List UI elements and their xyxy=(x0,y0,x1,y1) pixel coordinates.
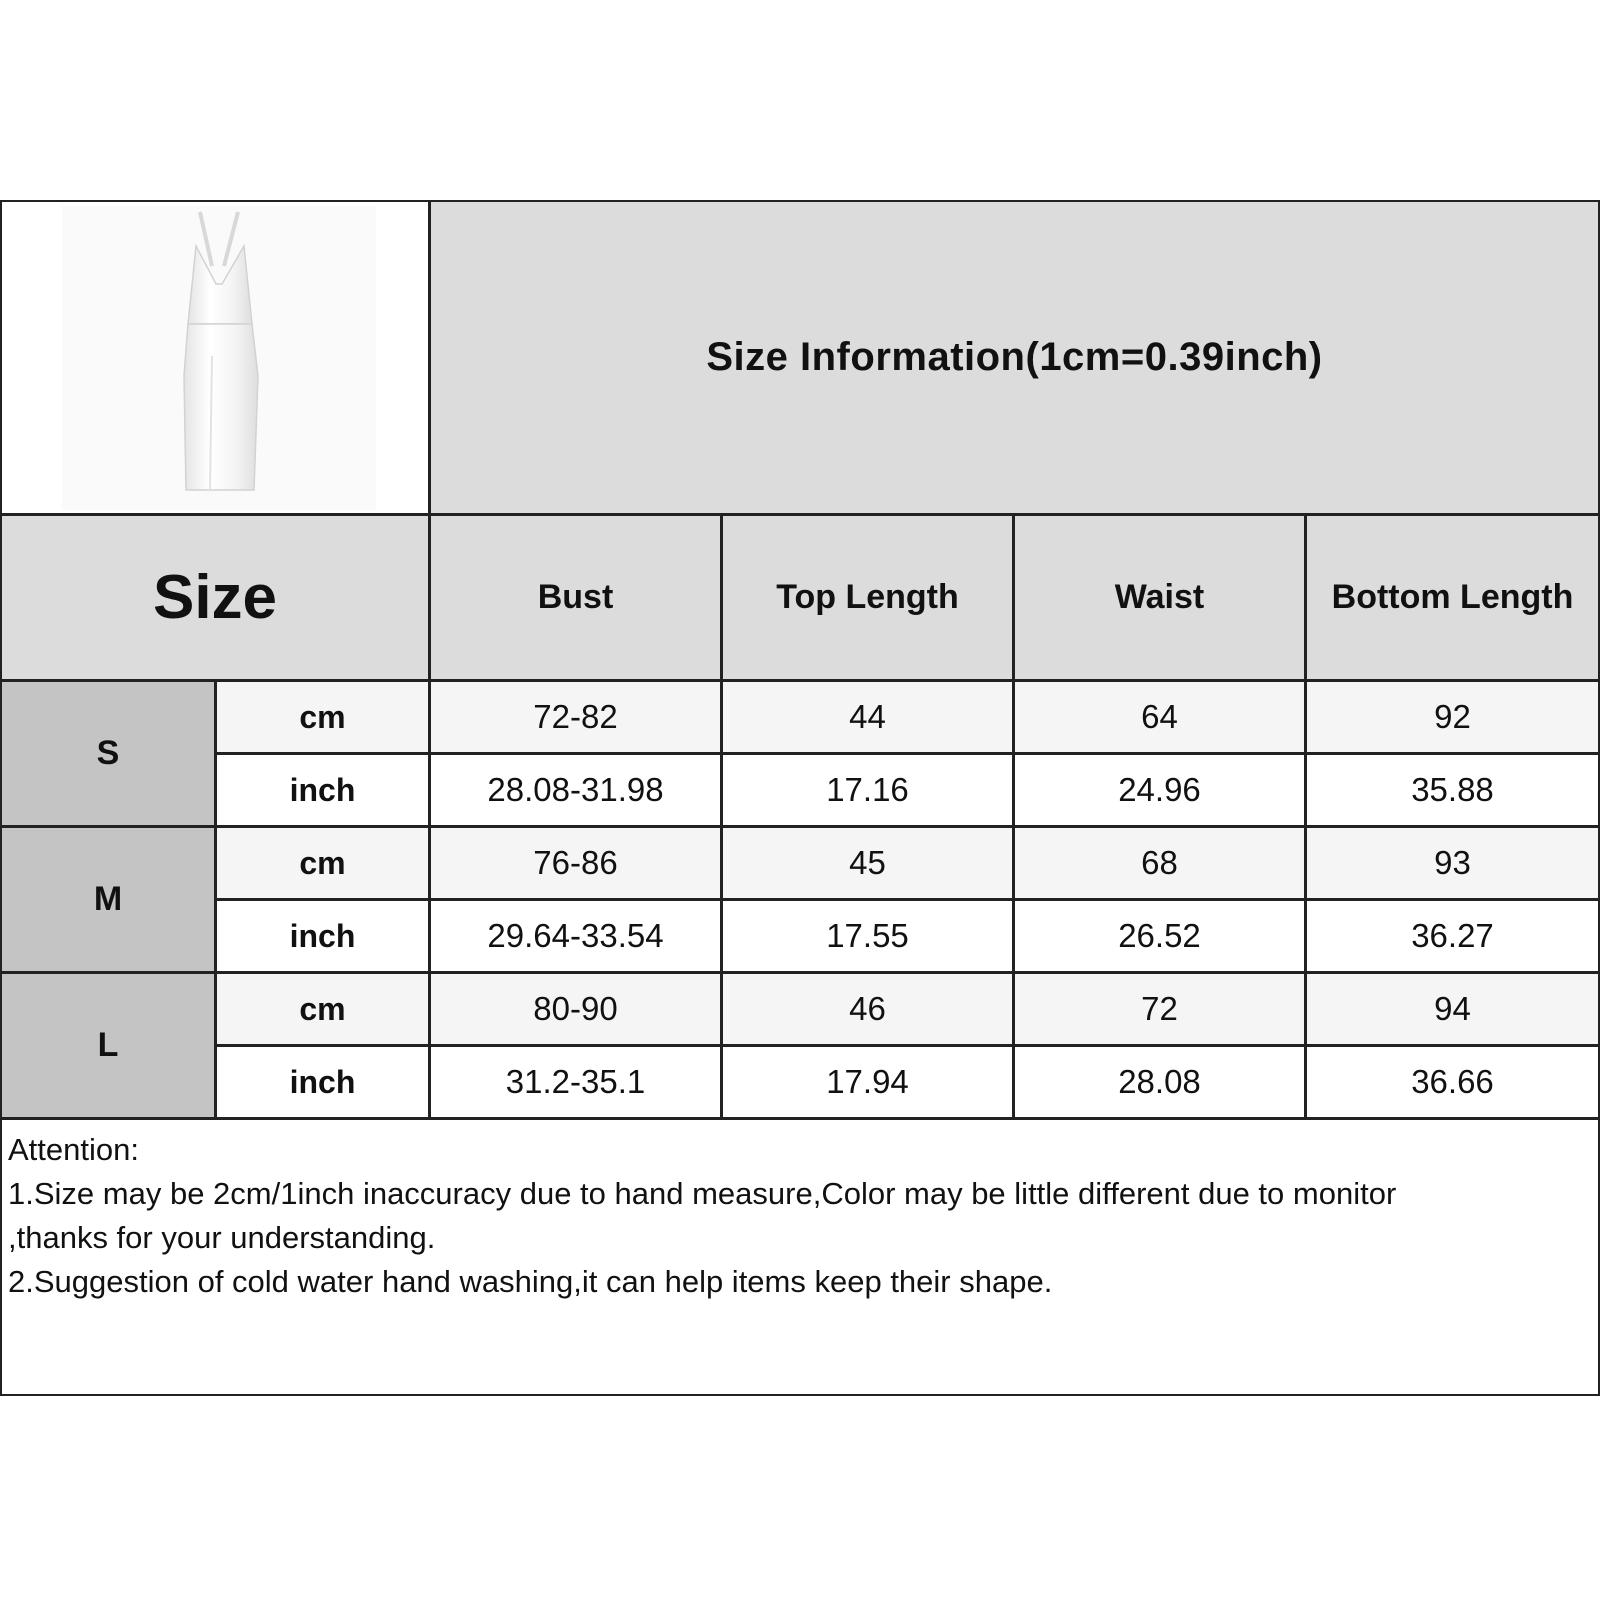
value-cell xyxy=(723,755,1012,825)
top-length-value: 17.16 xyxy=(826,771,909,808)
notes-line: 2.Suggestion of cold water hand washing,it can help items keep their shape. xyxy=(8,1264,1053,1299)
grid-line xyxy=(1304,513,1307,1117)
size-chart xyxy=(0,200,1600,1396)
notes-heading: Attention: xyxy=(8,1132,139,1167)
grid-line xyxy=(428,202,431,1117)
value-cell xyxy=(1015,828,1304,898)
value-cell xyxy=(723,1047,1012,1117)
top-length-value: 46 xyxy=(849,990,886,1027)
size-header: Size xyxy=(152,563,278,632)
bust-value: 80-90 xyxy=(533,990,618,1027)
unit-cell xyxy=(217,974,428,1044)
unit-cell xyxy=(217,1047,428,1117)
value-cell xyxy=(1307,901,1598,971)
value-cell xyxy=(431,1047,720,1117)
size-label: M xyxy=(93,880,123,918)
value-cell xyxy=(1307,828,1598,898)
unit-label: inch xyxy=(289,1063,356,1100)
value-cell xyxy=(1015,901,1304,971)
column-label: Bust xyxy=(537,578,614,616)
attention-notes xyxy=(8,1128,1588,1304)
unit-label: cm xyxy=(299,990,346,1027)
value-cell xyxy=(431,901,720,971)
value-cell xyxy=(1015,974,1304,1044)
unit-cell xyxy=(217,755,428,825)
size-cell-l xyxy=(2,974,214,1117)
column-label: Top Length xyxy=(776,578,959,616)
waist-value: 24.96 xyxy=(1118,771,1201,808)
top-length-value: 44 xyxy=(849,698,886,735)
product-photo xyxy=(62,206,376,510)
value-cell xyxy=(1015,755,1304,825)
grid-line xyxy=(214,752,1598,755)
value-cell xyxy=(723,682,1012,752)
bottom-length-value: 92 xyxy=(1434,698,1471,735)
waist-value: 26.52 xyxy=(1118,917,1201,954)
waist-value: 68 xyxy=(1141,844,1178,881)
value-cell xyxy=(723,828,1012,898)
value-cell xyxy=(431,755,720,825)
top-length-value: 45 xyxy=(849,844,886,881)
notes-line: ,thanks for your understanding. xyxy=(8,1220,436,1255)
bottom-length-value: 35.88 xyxy=(1411,771,1494,808)
grid-line xyxy=(720,513,723,1117)
size-label: S xyxy=(96,734,120,772)
chart-title: Size Information(1cm=0.39inch) xyxy=(706,335,1323,379)
unit-cell xyxy=(217,828,428,898)
grid-line xyxy=(214,898,1598,901)
column-label: Waist xyxy=(1114,578,1205,616)
size-cell-m xyxy=(2,828,214,971)
column-header-bottom-length xyxy=(1307,516,1598,679)
grid-line xyxy=(214,1044,1598,1047)
waist-value: 72 xyxy=(1141,990,1178,1027)
unit-label: cm xyxy=(299,844,346,881)
value-cell xyxy=(1307,755,1598,825)
unit-cell xyxy=(217,682,428,752)
value-cell xyxy=(1307,1047,1598,1117)
value-cell xyxy=(1307,974,1598,1044)
top-length-value: 17.94 xyxy=(826,1063,909,1100)
grid-line xyxy=(1012,513,1015,1117)
column-header-bust xyxy=(431,516,720,679)
bottom-length-value: 36.66 xyxy=(1411,1063,1494,1100)
grid-line xyxy=(2,1117,1598,1120)
column-label: Bottom Length xyxy=(1331,578,1574,616)
value-cell xyxy=(1307,682,1598,752)
value-cell xyxy=(723,901,1012,971)
grid-line xyxy=(2,513,1598,516)
column-header-top-length xyxy=(723,516,1012,679)
size-cell-s xyxy=(2,682,214,825)
size-header-cell xyxy=(2,516,428,679)
unit-label: inch xyxy=(289,771,356,808)
bust-value: 28.08-31.98 xyxy=(487,771,664,808)
value-cell xyxy=(1015,1047,1304,1117)
bust-value: 76-86 xyxy=(533,844,618,881)
waist-value: 28.08 xyxy=(1118,1063,1201,1100)
bottom-length-value: 93 xyxy=(1434,844,1471,881)
dress-icon xyxy=(62,206,376,510)
top-length-value: 17.55 xyxy=(826,917,909,954)
bust-value: 31.2-35.1 xyxy=(505,1063,646,1100)
unit-label: cm xyxy=(299,698,346,735)
notes-line: 1.Size may be 2cm/1inch inaccuracy due to hand measure,Color may be little different due to monitor xyxy=(8,1176,1397,1211)
grid-line xyxy=(2,971,1598,974)
waist-value: 64 xyxy=(1141,698,1178,735)
grid-line xyxy=(2,825,1598,828)
bottom-length-value: 94 xyxy=(1434,990,1471,1027)
size-label: L xyxy=(97,1026,119,1064)
value-cell xyxy=(431,828,720,898)
bust-value: 29.64-33.54 xyxy=(487,917,664,954)
bust-value: 72-82 xyxy=(533,698,618,735)
value-cell xyxy=(431,682,720,752)
value-cell xyxy=(431,974,720,1044)
column-header-waist xyxy=(1015,516,1304,679)
value-cell xyxy=(1015,682,1304,752)
value-cell xyxy=(723,974,1012,1044)
unit-label: inch xyxy=(289,917,356,954)
bottom-length-value: 36.27 xyxy=(1411,917,1494,954)
title-cell xyxy=(431,202,1598,513)
unit-cell xyxy=(217,901,428,971)
grid-line xyxy=(2,679,1598,682)
